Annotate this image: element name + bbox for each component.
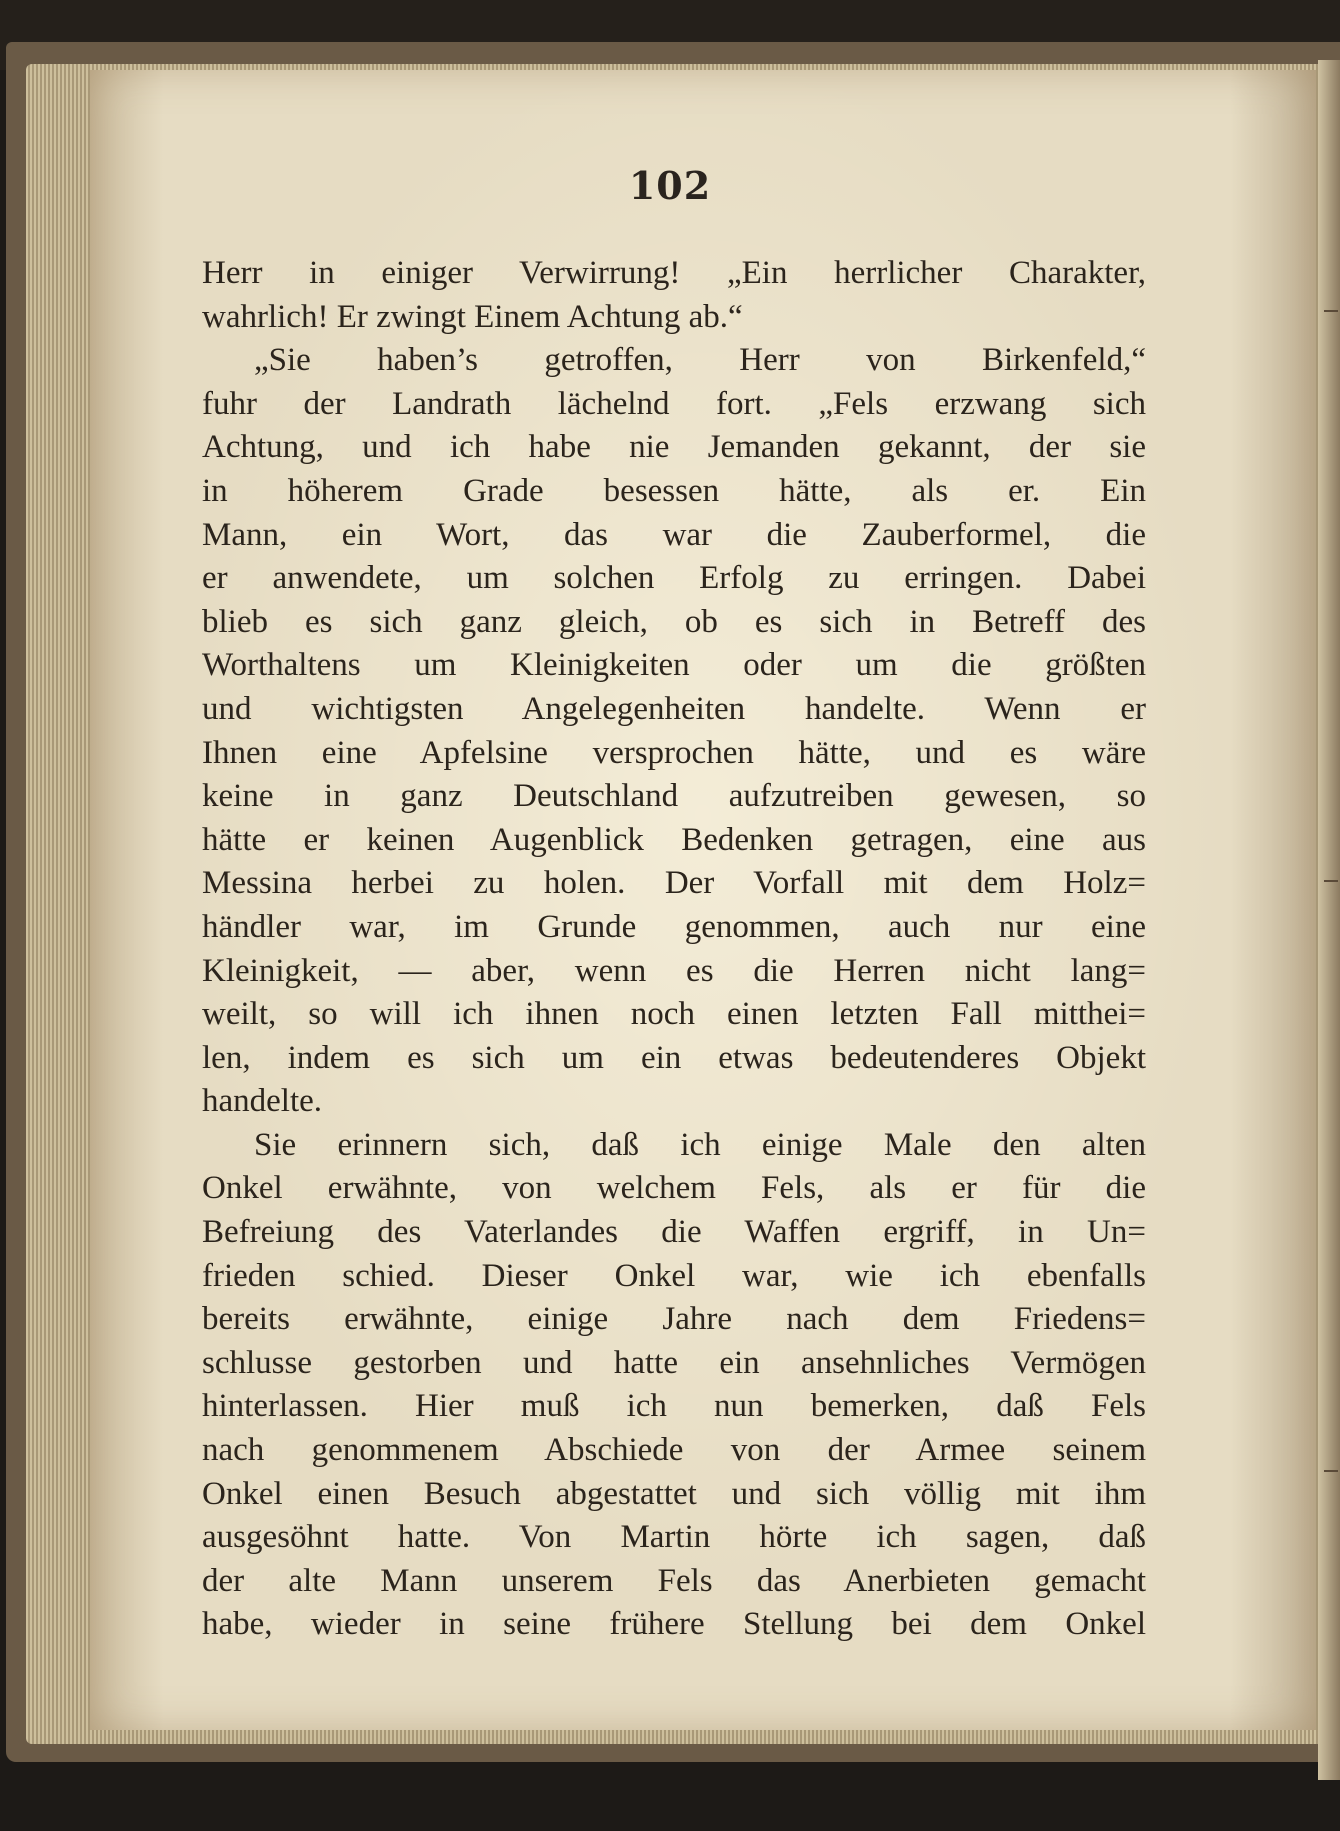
text-line: Befreiung des Vaterlandes die Waffen ergriff, in Un=: [202, 1214, 1146, 1251]
text-line: Sie erinnern sich, daß ich einige Male den alten: [254, 1126, 1146, 1163]
text-line: schlusse gestorben und hatte ein ansehnliches Vermögen: [202, 1344, 1146, 1381]
text-line: in höherem Grade besessen hätte, als er. Ein: [202, 472, 1146, 509]
text-line: handelte.: [202, 1083, 323, 1120]
text-line: Ihnen eine Apfelsine versprochen hätte, und es wäre: [202, 734, 1146, 771]
text-line: er anwendete, um solchen Erfolg zu erringen. Dabei: [202, 560, 1146, 597]
spine-mark: [1324, 1470, 1338, 1472]
text-line: ausgesöhnt hatte. Von Martin hörte ich sagen, daß: [202, 1519, 1146, 1556]
text-line: und wichtigsten Angelegenheiten handelte. Wenn er: [202, 690, 1146, 727]
text-line: frieden schied. Dieser Onkel war, wie ich ebenfalls: [202, 1257, 1146, 1294]
spine-mark: [1324, 310, 1338, 312]
spine-mark: [1324, 880, 1338, 882]
text-line: Messina herbei zu holen. Der Vorfall mit dem Holz=: [202, 865, 1146, 902]
text-line: blieb es sich ganz gleich, ob es sich in Betreff des: [202, 603, 1146, 640]
page-number: 102: [628, 163, 712, 208]
text-line: händler war, im Grunde genommen, auch nur eine: [202, 908, 1146, 945]
text-line: Onkel einen Besuch abgestattet und sich völlig mit ihm: [202, 1475, 1146, 1512]
text-line: weilt, so will ich ihnen noch einen letzten Fall mitthei=: [202, 996, 1146, 1033]
text-line: „Sie haben’s getroffen, Herr von Birkenfeld,“: [254, 342, 1146, 379]
text-line: Kleinigkeit, — aber, wenn es die Herren nicht lang=: [202, 952, 1146, 989]
text-line: hätte er keinen Augenblick Bedenken getragen, eine aus: [202, 821, 1146, 858]
text-line: nach genommenem Abschiede von der Armee seinem: [202, 1432, 1146, 1469]
text-line: habe, wieder in seine frühere Stellung bei dem Onkel: [202, 1606, 1146, 1643]
text-line: Worthaltens um Kleinigkeiten oder um die größten: [202, 647, 1146, 684]
text-line: Mann, ein Wort, das war die Zauberformel, die: [202, 516, 1146, 553]
text-line: len, indem es sich um ein etwas bedeutenderes Objekt: [202, 1039, 1146, 1076]
text-line: bereits erwähnte, einige Jahre nach dem Friedens=: [202, 1301, 1146, 1338]
text-line: der alte Mann unserem Fels das Anerbieten gemacht: [202, 1562, 1146, 1599]
text-line: hinterlassen. Hier muß ich nun bemerken, daß Fels: [202, 1388, 1146, 1425]
book-gutter: [1318, 60, 1340, 1780]
text-line: Achtung, und ich habe nie Jemanden gekannt, der sie: [202, 429, 1146, 466]
text-line: wahrlich! Er zwingt Einem Achtung ab.“: [202, 298, 743, 335]
page-text: [202, 252, 1146, 1647]
text-line: fuhr der Landrath lächelnd fort. „Fels erzwang sich: [202, 385, 1146, 422]
text-line: Onkel erwähnte, von welchem Fels, als er für die: [202, 1170, 1146, 1207]
text-line: keine in ganz Deutschland aufzutreiben gewesen, so: [202, 778, 1146, 815]
text-line: Herr in einiger Verwirrung! „Ein herrlicher Charakter,: [202, 255, 1146, 291]
